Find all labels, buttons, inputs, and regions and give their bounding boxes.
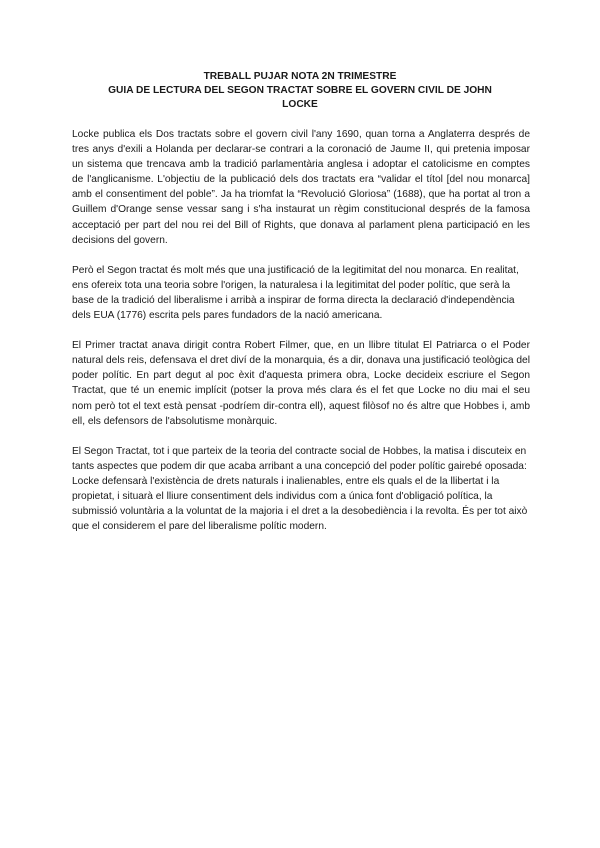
title-line-1: TREBALL PUJAR NOTA 2N TRIMESTRE: [203, 71, 397, 82]
title-line-2: GUIA DE LECTURA DEL SEGON TRACTAT SOBRE EL GOVERN CIVIL DE JOHN: [108, 85, 492, 96]
title-line-3: LOCKE: [282, 99, 318, 110]
document-body: [72, 127, 530, 549]
paragraph-3: El Primer tractat anava dirigit contra Robert Filmer, que, en un llibre titulat El Patriarca o el Poder natural dels reis, defensava el dret diví de la monarquia, és a dir, donava una justificació teològica del poder polític. En part degut al poc èxit d'aquesta primera obra, Locke decideix escriure el Segon Tractat, que té un enemic implícit (potser la prova més clara és el fet que Locke no diu mai el seu nom però tot el text està pensat -podríem dir-contra ell), aquest filòsof no és altre que Hobbes i, amb ell, els defensors de l'absolutisme monàrquic.: [72, 340, 530, 427]
paragraph-2: Però el Segon tractat és molt més que una justificació de la legitimitat del nou monarca. En realitat, ens ofereix tota una teoria sobre l'origen, la naturalesa i la legitimitat del poder polític, que serà la base de la tradició del liberalisme i arribà a inspirar de forma directa la declaració d'independència dels EUA (1776) escrita pels pares fundadors de la nació americana.: [72, 264, 519, 322]
paragraph-1: Locke publica els Dos tractats sobre el govern civil l'any 1690, quan torna a Anglaterra després de tres anys d'exili a Holanda per declarar-se contrari a la coronació de Jaume II, qui pretenia imposar un sistema que trencava amb la tradició parlamentària anglesa i adoptar el catolicisme en comptes de l'anglicanisme. L'objectiu de la publicació dels dos tractats era “validar el títol [del nou monarca] amb el consentiment del poble”. Ja ha triomfat la “Revolució Gloriosa” (1688), que ha portat al tron a Guillem d'Orange sense vessar sang i s'ha instaurat un règim constitucional després de la famosa acceptació per part del nou rei del Bill of Rights, que donava al parlament plena participació en les decisions del govern.: [72, 129, 530, 246]
paragraph-4: El Segon Tractat, tot i que parteix de la teoria del contracte social de Hobbes, la matisa i discuteix en tants aspectes que podem dir que acaba arribant a una concepció del poder polític gairebé oposada: Locke defensarà l'existència de drets naturals i inalienables, entre els quals el de la llibertat i la propietat, i situarà el lliure consentiment dels individus com a única font d'obligació política, la submissió voluntària a la voluntat de la majoria i el dret a la desobediència i la revolta. És per tot això que el considerem el pare del liberalisme polític modern.: [72, 445, 528, 533]
document-header: [72, 70, 528, 112]
